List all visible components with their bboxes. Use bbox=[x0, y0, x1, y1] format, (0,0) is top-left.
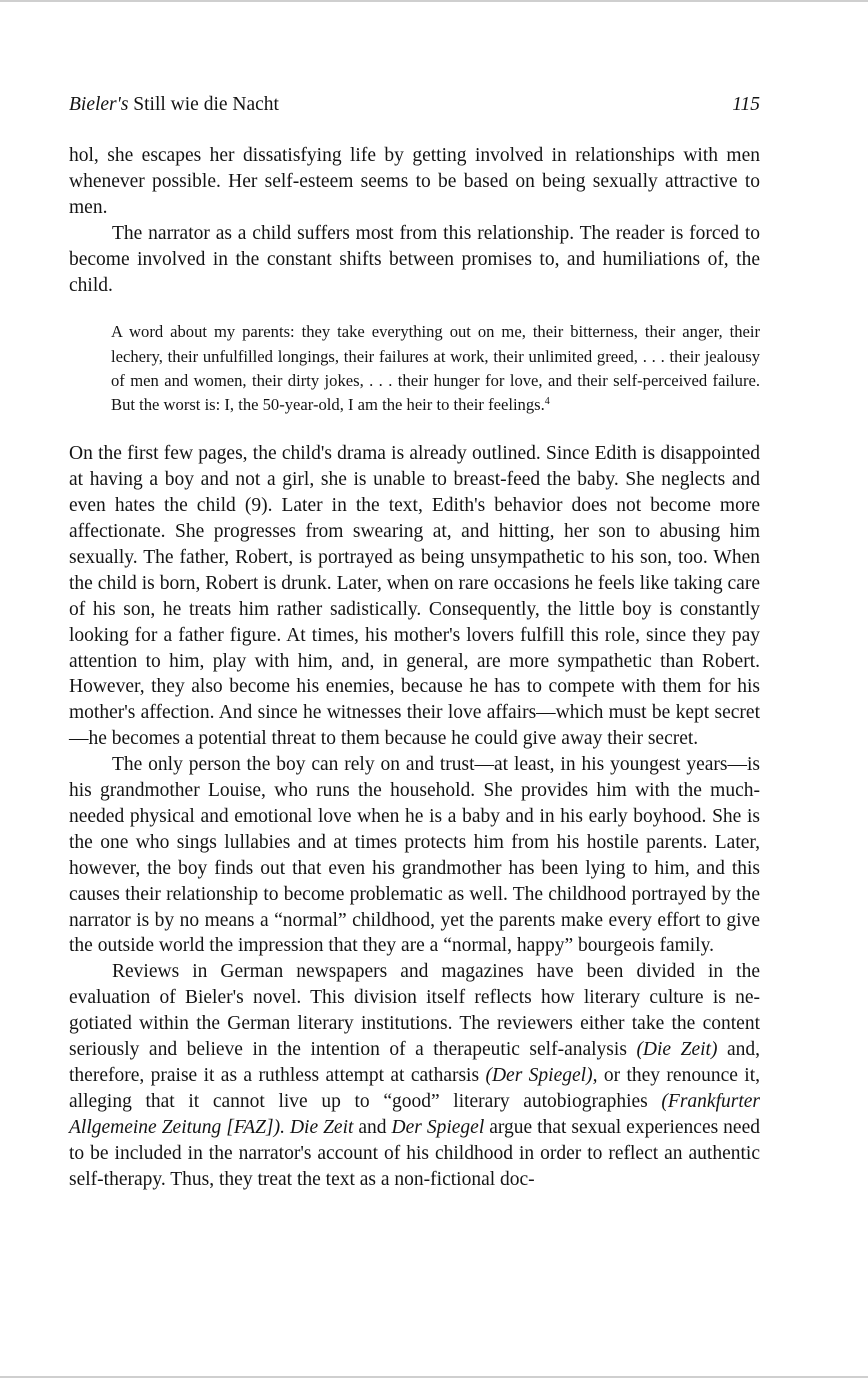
reviews-and: and bbox=[353, 1116, 392, 1138]
page-edge-top bbox=[0, 0, 868, 2]
block-quote-text: A word about my parents: they take everything out on me, their bitterness, their anger, their lechery, their unfulfilled longings, their failures at work, their unlimited greed, . . . their jealousy of men and women, their dirty jokes, . . . their hunger for love, and their self-perceived failure. But the worst is: I, the 50-year-old, I am the heir to their feelings. bbox=[111, 322, 760, 415]
running-title-rest: Still wie die Nacht bbox=[128, 94, 279, 115]
paragraph-drama: On the first few pages, the child's drama is already outlined. Since Edith is disappointed at having a boy and not a girl, she is unable to breast-feed the baby. She neglects and even hates the child (9). Later in the text, Edith's behavior does not become more affectionate. She progresses from swearing at, and hitting, her son to abusing him sexually. The father, Robert, is portrayed as being unsympathetic to his son, too. When the child is born, Robert is drunk. Later, when on rare occasions he feels like taking care of his son, he treats him rather sadistically. Consequently, the little boy is constantly looking for a father figure. At times, his mother's lovers fulfill this role, since they pay attention to him, play with him, and, in general, are more sympathetic than Robert. However, they also become his enemies, because he has to compete with them for his mother's affection. And since he witnesses their love affairs—which must be kept secret—he becomes a potential threat to them because he could give away their secret. bbox=[69, 443, 760, 750]
citation-die-zeit-2: Die Zeit bbox=[289, 1116, 354, 1138]
paragraph-narrator: The narrator as a child suffers most from this relationship. The reader is forced to become involved in the constant shifts between promises to, and humiliations of, the child. bbox=[69, 222, 760, 296]
paragraph-grandmother: The only person the boy can rely on and trust—at least, in his youngest years—is his grandmother Louise, who runs the household. She provides him with the much-needed physical and emotional love when he is a baby and in his early boyhood. She is the one who sings lullabies and at times protects him from his hostile parents. Later, however, the boy finds out that even his grandmother has been lying to him, and this causes their relationship to become problematic as well. The childhood portrayed by the narrator is by no means a “normal” childhood, yet the parents make every effort to give the outside world the impression that they are a “normal, happy” bourgeois family. bbox=[69, 754, 760, 957]
block-quote bbox=[111, 320, 760, 417]
citation-der-spiegel: (Der Spiegel), bbox=[485, 1065, 598, 1086]
reviews-text-c: or they renounce it, alleging that it cannot live up to “good” literary autobiographies bbox=[69, 1065, 760, 1112]
reviews-text-a: Reviews in German newspapers and magazines have been divided in the evaluation of Bieler's novel. This division itself reflects how literary culture is negotiated within the German literary institutions. The reviewers either take the content seriously and believe in the intention of a therapeutic self-analysis bbox=[69, 961, 760, 1061]
citation-faz-abbr: [FAZ] bbox=[221, 1116, 274, 1138]
page-number: 115 bbox=[732, 94, 760, 115]
citation-faz: (Frankfurter Allgemeine Zeitung bbox=[69, 1090, 760, 1138]
book-page bbox=[69, 88, 760, 1193]
running-head bbox=[69, 88, 760, 122]
running-title bbox=[69, 88, 279, 122]
reviews-text-d: argue that sexual experiences need to be included in the narrator's account of his childhood in order to reflect an authentic self-therapy. Thus, they treat the text as a non-fictional doc- bbox=[69, 1116, 760, 1190]
page-edge-bottom bbox=[0, 1376, 868, 1378]
citation-der-spiegel-2: Der Spiegel bbox=[391, 1116, 485, 1138]
paragraph-reviews bbox=[69, 959, 760, 1192]
footnote-marker: 4 bbox=[544, 396, 550, 408]
running-title-italic: Bieler's bbox=[69, 94, 129, 115]
citation-die-zeit: (Die Zeit) bbox=[636, 1039, 718, 1061]
citation-faz-close: ). bbox=[273, 1116, 290, 1138]
body-text bbox=[69, 143, 760, 1193]
reviews-text-b: and, therefore, praise it as a ruthless attempt at catharsis bbox=[69, 1039, 761, 1086]
paragraph-continued: hol, she escapes her dissatisfying life by getting involved in relationships with men whenever possible. Her self-esteem seems to be based on being sexually attractive to men. bbox=[69, 145, 760, 218]
